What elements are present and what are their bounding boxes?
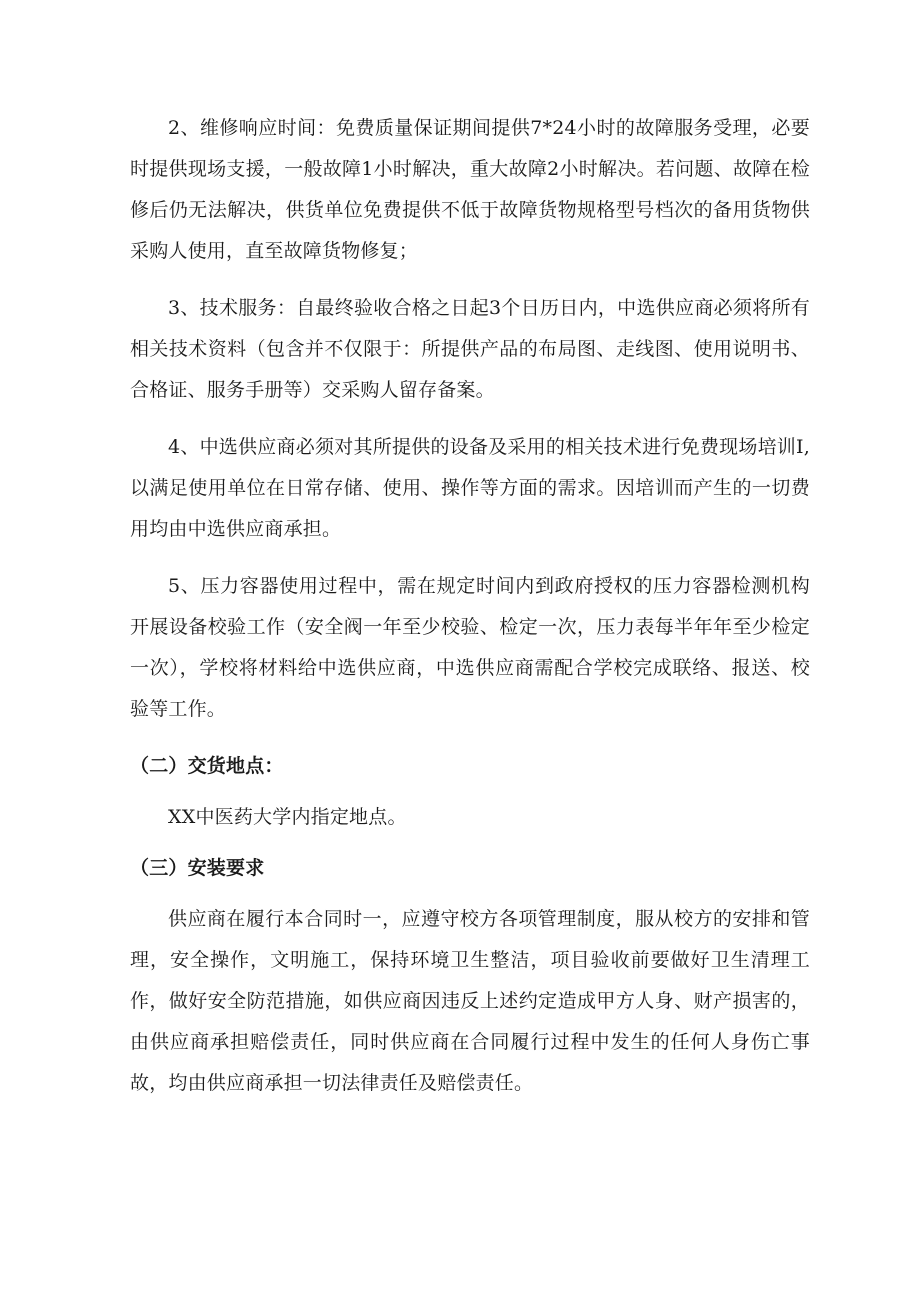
heading-delivery-location: （二）交货地点： [130, 755, 284, 777]
paragraph-repair-response: 2、维修响应时间：免费质量保证期间提供7*24小时的故障服务受理，必要时提供现场支援，一般故障1小时解决，重大故障2小时解决。若问题、故障在检修后仍无法解决，供货单位免费提供不低于故障货物规格型号档次的备用货物供采购人使用，直至故障货物修复； [130, 117, 810, 262]
paragraph-training: 4、中选供应商必须对其所提供的设备及采用的相关技术进行免费现场培训I,以满足使用单位在日常存储、使用、操作等方面的需求。因培训而产生的一切费用均由中选供应商承担。 [130, 436, 810, 540]
paragraph-technical-service: 3、技术服务：自最终验收合格之日起3个日历日内，中选供应商必须将所有相关技术资料（包含并不仅限于：所提供产品的布局图、走线图、使用说明书、合格证、服务手册等）交采购人留存备案。 [130, 297, 810, 401]
paragraph-installation-requirements: 供应商在履行本合同时一，应遵守校方各项管理制度，服从校方的安排和管理，安全操作，文明施工，保持环境卫生整洁，项目验收前要做好卫生清理工作，做好安全防范措施，如供应商因违反上述约定造成甲方人身、财产损害的，由供应商承担赔偿责任，同时供应商在合同履行过程中发生的任何人身伤亡事故，均由供应商承担一切法律责任及赔偿责任。 [130, 908, 810, 1094]
heading-installation-requirements: （三）安装要求 [130, 857, 265, 879]
paragraph-delivery-location: XX中医药大学内指定地点。 [168, 806, 407, 828]
document-body [130, 108, 810, 1120]
paragraph-pressure-vessel: 5、压力容器使用过程中，需在规定时间内到政府授权的压力容器检测机构开展设备校验工作（安全阀一年至少校验、检定一次，压力表每半年年至少检定一次），学校将材料给中选供应商，中选供应商需配合学校完成联络、报送、校验等工作。 [130, 575, 810, 720]
